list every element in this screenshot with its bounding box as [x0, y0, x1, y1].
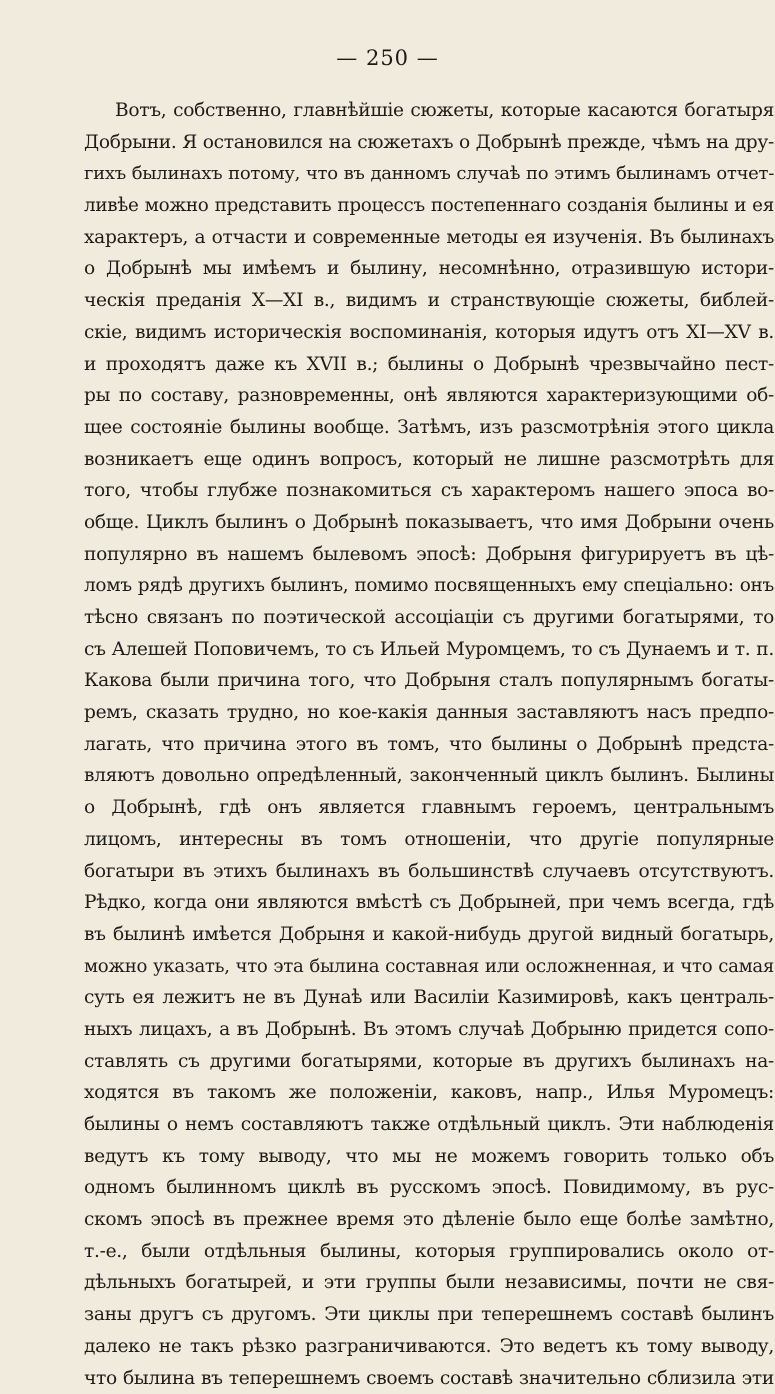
text-line: скомъ эпосѣ въ прежнее время это дѣленіе было еще болѣе замѣтно,	[84, 1204, 774, 1236]
text-line: ческія преданія X—XI в., видимъ и странствующіе сюжеты, библей-	[84, 285, 774, 317]
text-line: Рѣдко, когда они являются вмѣстѣ съ Добрыней, при чемъ всегда, гдѣ	[84, 887, 774, 919]
text-line: лицомъ, интересны въ томъ отношеніи, что другіе популярные	[84, 824, 774, 856]
text-line: гихъ былинахъ потому, что въ данномъ случаѣ по этимъ былинамъ отчет-	[84, 158, 774, 190]
text-line: далеко не такъ рѣзко разграничиваются. Это ведетъ къ тому выводу,	[84, 1331, 774, 1363]
text-line: съ Алешей Поповичемъ, то съ Ильей Муромцемъ, то съ Дунаемъ и т. п.	[84, 634, 774, 666]
text-line: ставлять съ другими богатырями, которые въ другихъ былинахъ на-	[84, 1046, 774, 1078]
text-line: т.-е., были отдѣльныя былины, которыя группировались около от-	[84, 1236, 774, 1268]
text-line: тѣсно связанъ по поэтической ассоціаціи съ другими богатырями, то	[84, 602, 774, 634]
page-number: — 250 —	[0, 46, 775, 70]
text-line: можно указать, что эта былина составная или осложненная, и что самая	[84, 951, 774, 983]
text-line: Добрыни. Я остановился на сюжетахъ о Добрынѣ прежде, чѣмъ на дру-	[84, 127, 774, 159]
text-line: Какова были причина того, что Добрыня сталъ популярнымъ богаты-	[84, 665, 774, 697]
text-line: щее состояніе былины вообще. Затѣмъ, изъ разсмотрѣнія этого цикла	[84, 412, 774, 444]
text-line: въ былинѣ имѣется Добрыня и какой-нибудь другой видный богатырь,	[84, 919, 774, 951]
text-line: ныхъ лицахъ, а въ Добрынѣ. Въ этомъ случаѣ Добрыню придется сопо-	[84, 1014, 774, 1046]
text-line: того, чтобы глубже познакомиться съ характеромъ нашего эпоса во-	[84, 475, 774, 507]
text-line: характеръ, а отчасти и современные методы ея изученія. Въ былинахъ	[84, 222, 774, 254]
text-line: заны другъ съ другомъ. Эти циклы при теперешнемъ составѣ былинъ	[84, 1299, 774, 1331]
text-line: ведутъ къ тому выводу, что мы не можемъ говорить только объ	[84, 1141, 774, 1173]
text-line: вляютъ довольно опредѣленный, законченный циклъ былинъ. Былины	[84, 760, 774, 792]
text-line: ливѣе можно представить процессъ постепеннаго созданія былины и ея	[84, 190, 774, 222]
text-line: возникаетъ еще одинъ вопросъ, который не лишне разсмотрѣть для	[84, 444, 774, 476]
text-line: о Добрынѣ, гдѣ онъ является главнымъ героемъ, центральнымъ	[84, 792, 774, 824]
text-line: богатыри въ этихъ былинахъ въ большинствѣ случаевъ отсутствуютъ.	[84, 856, 774, 888]
text-line: ходятся въ такомъ же положеніи, каковъ, напр., Илья Муромецъ:	[84, 1077, 774, 1109]
text-line: ры по составу, разновременны, онѣ являются характеризующими об-	[84, 380, 774, 412]
text-line: Вотъ, собственно, главнѣйшіе сюжеты, которые касаются богатыря	[84, 95, 774, 127]
body-text	[84, 95, 774, 1394]
text-line: былины о немъ составляютъ также отдѣльный циклъ. Эти наблюденія	[84, 1109, 774, 1141]
text-line: дѣльныхъ богатырей, и эти группы были независимы, почти не свя-	[84, 1267, 774, 1299]
text-line: популярно въ нашемъ былевомъ эпосѣ: Добрыня фигурируетъ въ цѣ-	[84, 539, 774, 571]
text-line: обще. Циклъ былинъ о Добрынѣ показываетъ, что имя Добрыни очень	[84, 507, 774, 539]
text-line: и проходятъ даже къ XVII в.; былины о Добрынѣ чрезвычайно пест-	[84, 349, 774, 381]
text-line: суть ея лежитъ не въ Дунаѣ или Василіи Казимировѣ, какъ централь-	[84, 982, 774, 1014]
text-line: ломъ рядѣ другихъ былинъ, помимо посвященныхъ ему спеціально: онъ	[84, 570, 774, 602]
text-line: ремъ, сказать трудно, но кое-какія данныя заставляютъ насъ предпо-	[84, 697, 774, 729]
text-line: о Добрынѣ мы имѣемъ и былину, несомнѣнно, отразившую истори-	[84, 253, 774, 285]
text-line: скіе, видимъ историческія воспоминанія, которыя идутъ отъ XI—XV в.	[84, 317, 774, 349]
text-line: лагать, что причина этого въ томъ, что былины о Добрынѣ предста-	[84, 729, 774, 761]
text-line: одномъ былинномъ циклѣ въ русскомъ эпосѣ. Повидимому, въ рус-	[84, 1172, 774, 1204]
text-line: что былина въ теперешнемъ своемъ составѣ значительно сблизила эти	[84, 1363, 774, 1394]
